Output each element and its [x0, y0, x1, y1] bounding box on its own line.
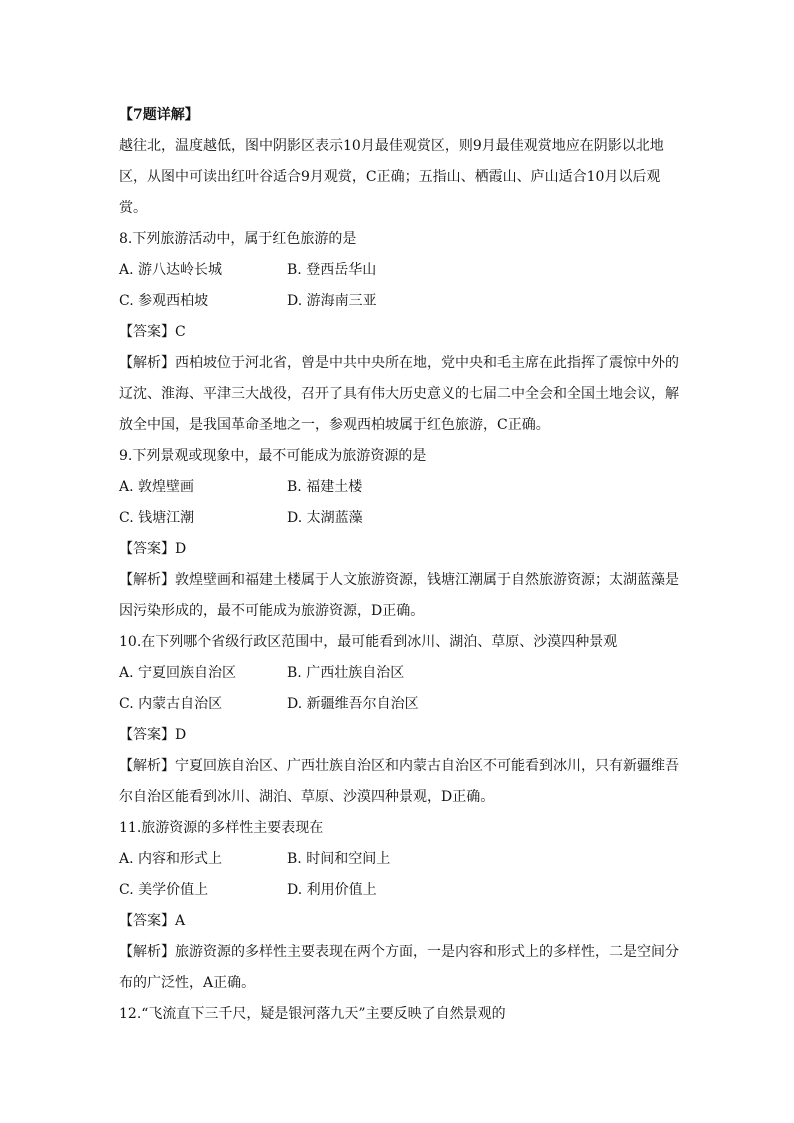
question-text: 11.旅游资源的多样性主要表现在 [119, 820, 324, 836]
option-item: A. 敦煌壁画 [119, 479, 195, 495]
option-item: C. 美学价值上 [119, 882, 209, 898]
question-text: 9.下列景观或现象中，最不可能成为旅游资源的是 [119, 448, 427, 464]
section-heading: 【7题详解】 [119, 107, 199, 123]
answer-line: 【答案】D [119, 541, 187, 557]
option-item: C. 内蒙古自治区 [119, 696, 223, 712]
options-row [119, 255, 679, 286]
options-row [119, 503, 679, 534]
option-item: A. 宁夏回族自治区 [119, 665, 237, 681]
explanation-paragraph: 越往北，温度越低，图中阴影区表示10月最佳观赏区，则9月最佳观赏地应在阴影以北地区，从图中可读出红叶谷适合9月观赏，C正确；五指山、栖霞山、庐山适合10月以后观赏。 [119, 138, 664, 216]
options-row [119, 875, 679, 906]
option-item: B. 登西岳华山 [287, 262, 377, 278]
document-body [119, 100, 679, 1030]
question-text: 12.“飞流直下三千尺，疑是银河落九天”主要反映了自然景观的 [119, 1006, 506, 1022]
option-item: B. 时间和空间上 [287, 851, 391, 867]
option-item: B. 福建土楼 [287, 479, 363, 495]
options-row [119, 286, 679, 317]
explanation-paragraph: 【解析】敦煌壁画和福建土楼属于人文旅游资源，钱塘江潮属于自然旅游资源；太湖蓝藻是因污染形成的，最不可能成为旅游资源，D正确。 [119, 572, 679, 619]
option-item: A. 内容和形式上 [119, 851, 223, 867]
option-item: D. 太湖蓝藻 [287, 510, 363, 526]
answer-line: 【答案】D [119, 727, 187, 743]
options-row [119, 844, 679, 875]
options-row [119, 658, 679, 689]
option-item: D. 游海南三亚 [287, 293, 377, 309]
explanation-paragraph: 【解析】旅游资源的多样性主要表现在两个方面，一是内容和形式上的多样性，二是空间分布的广泛性，A正确。 [119, 944, 679, 991]
options-row [119, 472, 679, 503]
option-item: C. 参观西柏坡 [119, 293, 209, 309]
option-item: C. 钱塘江潮 [119, 510, 195, 526]
explanation-paragraph: 【解析】西柏坡位于河北省，曾是中共中央所在地，党中央和毛主席在此指挥了震惊中外的辽沈、淮海、平津三大战役，召开了具有伟大历史意义的七届二中全会和全国土地会议，解放全中国，是我国革命圣地之一，参观西柏坡属于红色旅游，C正确。 [119, 355, 679, 433]
option-item: D. 利用价值上 [287, 882, 377, 898]
option-item: D. 新疆维吾尔自治区 [287, 696, 419, 712]
question-text: 10.在下列哪个省级行政区范围中，最可能看到冰川、湖泊、草原、沙漠四种景观 [119, 634, 618, 650]
option-item: A. 游八达岭长城 [119, 262, 223, 278]
answer-line: 【答案】A [119, 913, 186, 929]
explanation-paragraph: 【解析】宁夏回族自治区、广西壮族自治区和内蒙古自治区不可能看到冰川，只有新疆维吾尔自治区能看到冰川、湖泊、草原、沙漠四种景观，D正确。 [119, 758, 679, 805]
option-item: B. 广西壮族自治区 [287, 665, 405, 681]
question-text: 8.下列旅游活动中，属于红色旅游的是 [119, 231, 357, 247]
options-row [119, 689, 679, 720]
answer-line: 【答案】C [119, 324, 186, 340]
